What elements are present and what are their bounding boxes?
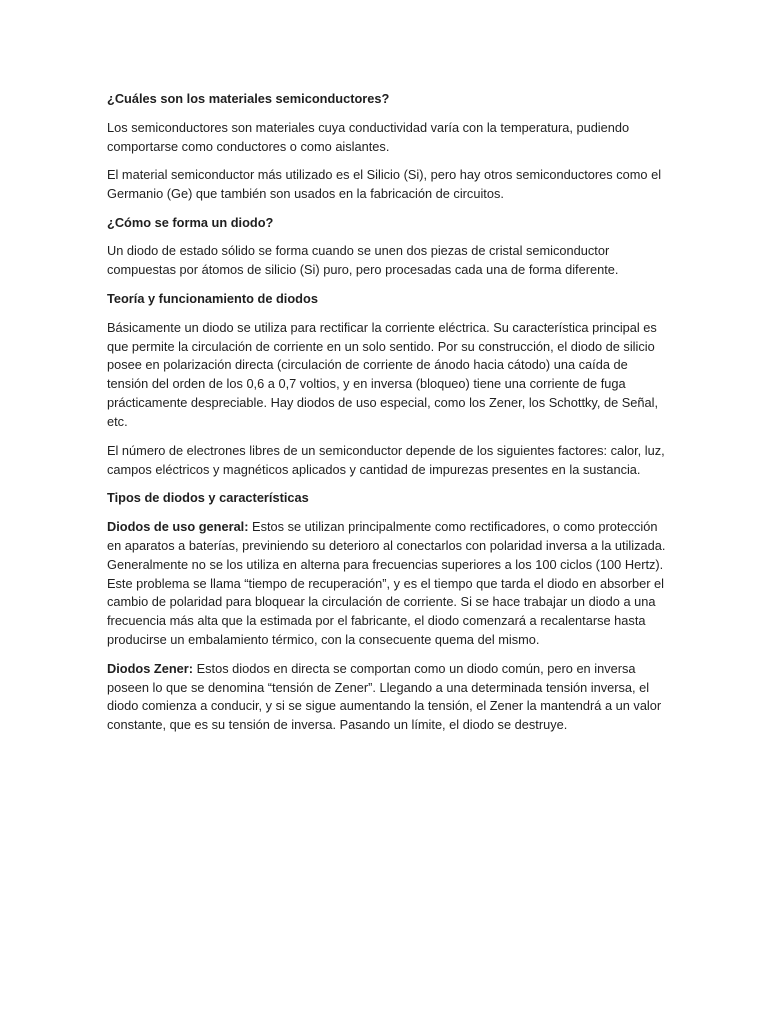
general-purpose-diodes-lead: Diodos de uso general: [107,518,249,534]
section-heading-materials: ¿Cuáles son los materiales semiconductores? [107,91,390,106]
document-page [107,90,667,745]
section-heading-diode-types: Tipos de diodos y características [107,489,309,505]
paragraph-general-purpose-diodes [107,518,667,650]
section-heading-diode-formation: ¿Cómo se forma un diodo? [107,214,274,230]
paragraph-semiconductors-definition: Los semiconductores son materiales cuya conductividad varía con la temperatura, pudiendo comportarse como conductores o como aislantes. [107,119,630,154]
paragraph-silicon-germanium: El material semiconductor más utilizado es el Silicio (Si), pero hay otros semiconductores como el Germanio (Ge) que también son usados en la fabricación de circuitos. [107,167,662,202]
general-purpose-diodes-text: Estos se utilizan principalmente como rectificadores, o como protección en aparatos a baterías, previniendo su deterioro al conectarlos con polaridad inversa a la utilizada. Generalmente no se los utiliza en alterna para frecuencias superiores a los 100 ciclos (100 Hertz). Este problema se llama “tiempo de recuperación”, y es el tiempo que tarda el diodo en absorber el cambio de polaridad para bloquear la circulación de corriente. Si se hace trabajar un diodo a una frecuencia más alta que la estimada por el fabricante, el diodo comenzará a recalentarse hasta producirse un embalamiento térmico, con la consecuente quema del mismo. [107,518,666,648]
section-heading-diode-theory: Teoría y funcionamiento de diodos [107,290,318,306]
paragraph-free-electrons: El número de electrones libres de un semiconductor depende de los siguientes factores: calor, luz, campos eléctricos y magnéticos aplicados y cantidad de impurezas presentes en la sustancia. [107,442,665,477]
paragraph-zener-diodes [107,660,667,736]
paragraph-diode-operation: Básicamente un diodo se utiliza para rectificar la corriente eléctrica. Su característica principal es que permite la circulación de corriente en un solo sentido. Por su construcción, el diodo de silicio posee en polarización directa (circulación de corriente de ánodo hacia cátodo) una caída de tensión del orden de los 0,6 a 0,7 voltios, y en inversa (bloqueo) tiene una corriente de fuga prácticamente despreciable. Hay diodos de uso especial, como los Zener, los Schottky, de Señal, etc. [107,319,659,430]
zener-diodes-lead: Diodos Zener: [107,660,194,676]
paragraph-diode-formation: Un diodo de estado sólido se forma cuando se unen dos piezas de cristal semiconductor compuestas por átomos de silicio (Si) puro, pero procesadas cada una de forma diferente. [107,243,619,278]
zener-diodes-text: Estos diodos en directa se comportan como un diodo común, pero en inversa poseen lo que se denomina “tensión de Zener”. Llegando a una determinada tensión inversa, el diodo comienza a conducir, y si se sigue aumentando la tensión, el Zener la mantendrá a un valor constante, que es su tensión de inversa. Pasando un límite, el diodo se destruye. [107,660,662,733]
